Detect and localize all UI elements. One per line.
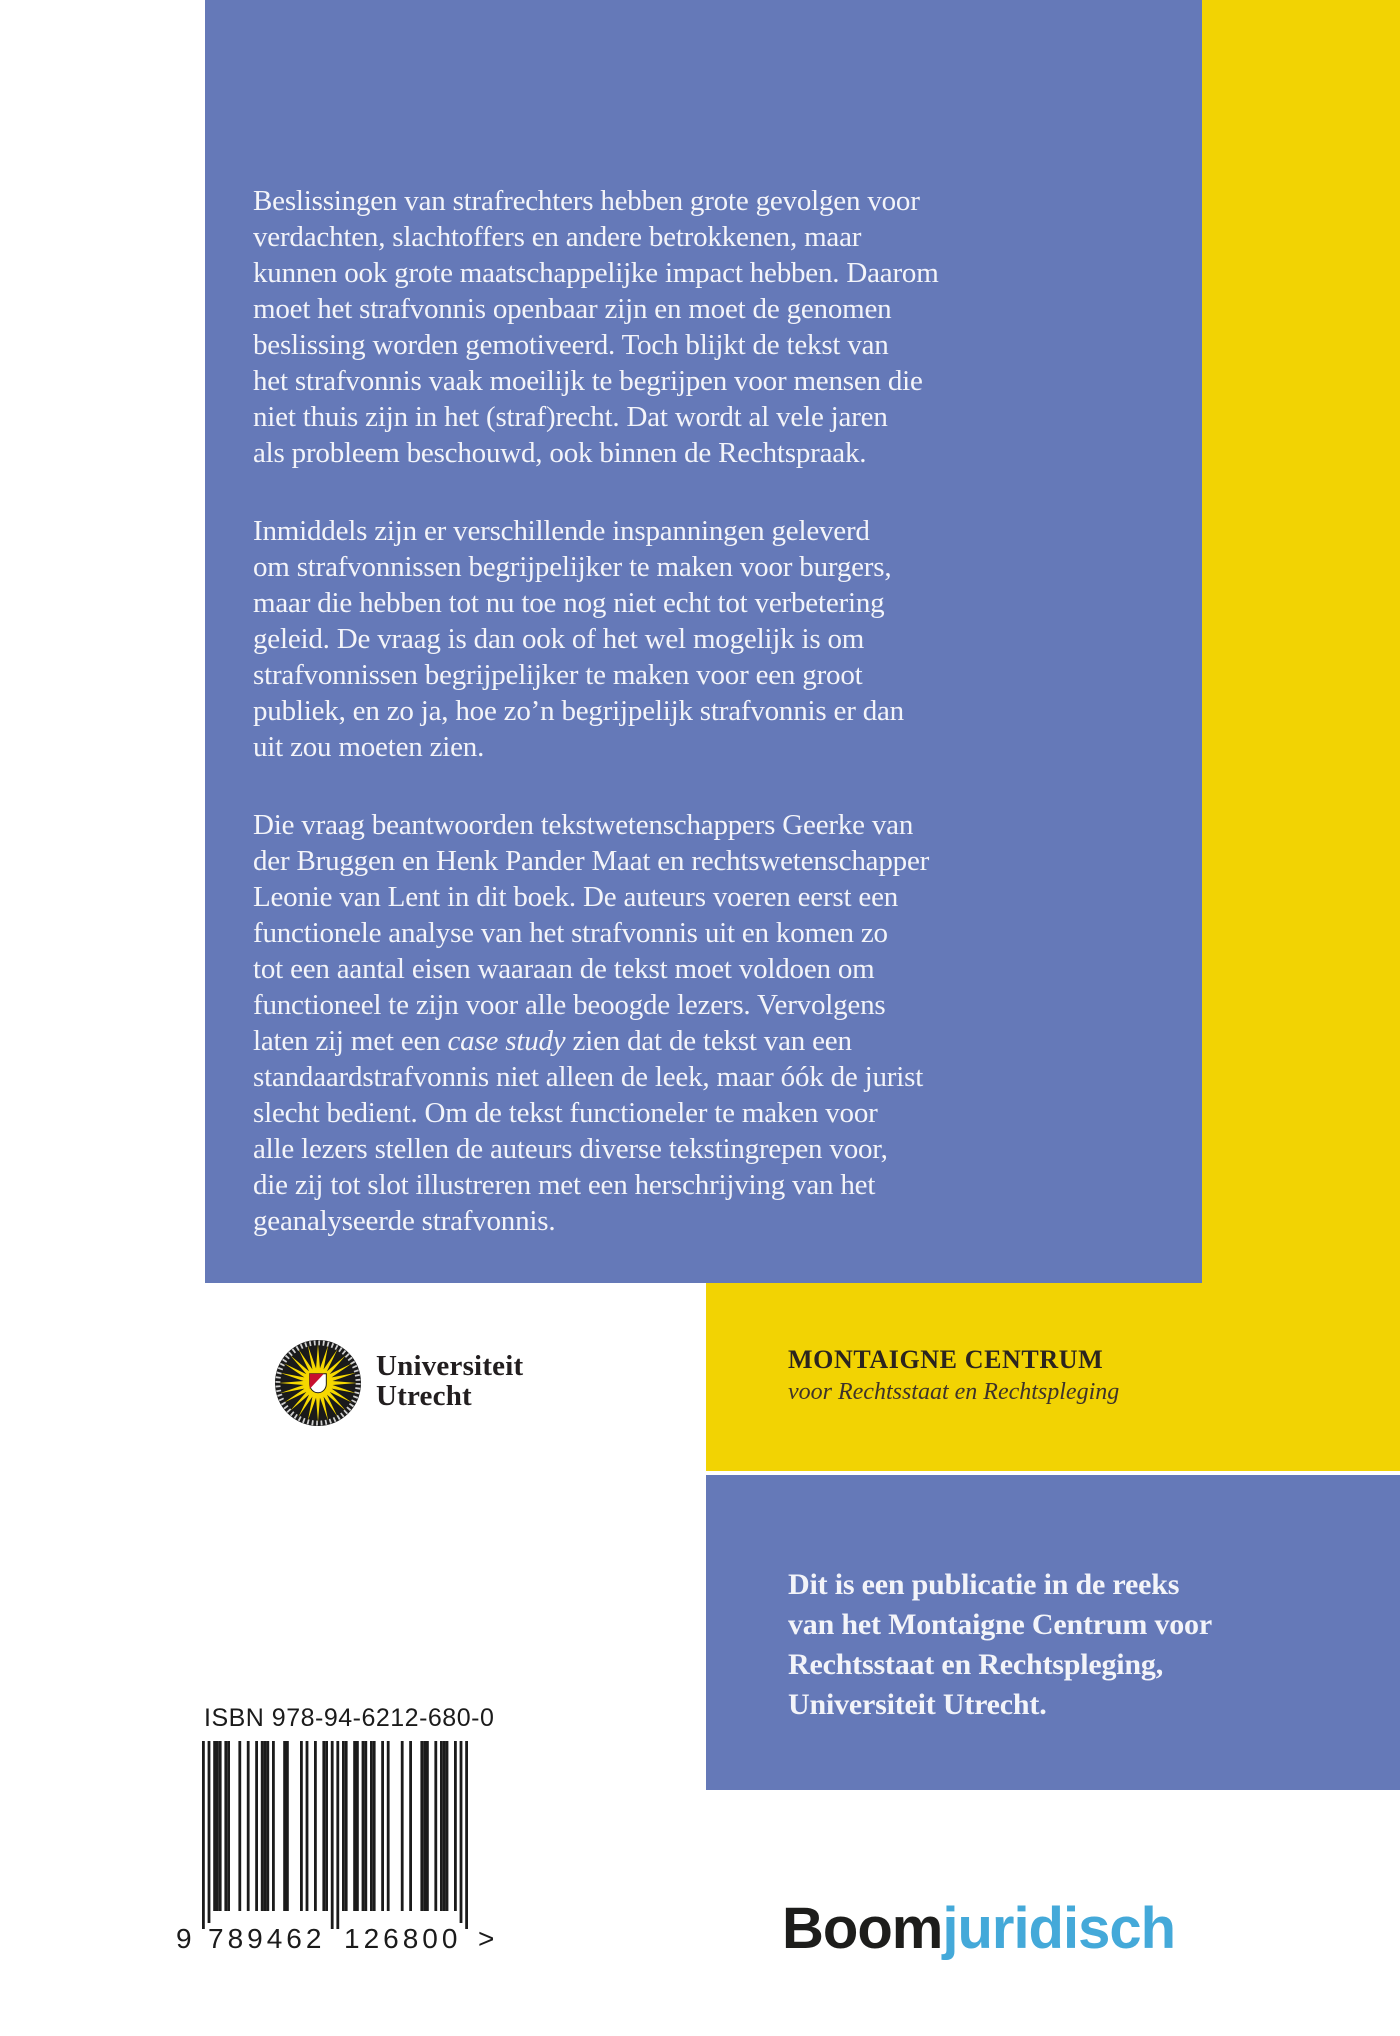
blurb-paragraph: Inmiddels zijn er verschillende inspanningen geleverd om strafvonnissen begrijpelijker te maken voor burgers, maar die hebben tot nu toe nog niet echt tot verbetering geleid. De vraag is dan ook of het wel mogelijk is om strafvonnissen begrijpelijker te maken voor een groot publiek, en zo ja, hoe zo’n begrijpelijk strafvonnis er dan uit zou moeten zien. [253, 515, 904, 763]
publisher-logo [782, 1896, 1176, 1961]
series-note-text: Dit is een publicatie in de reeks van het Montaigne Centrum voor Rechtsstaat en Rechtspleging, Universiteit Utrecht. [788, 1568, 1212, 1721]
uu-logo-line2: Utrecht [376, 1380, 472, 1412]
montaigne-logo [788, 1346, 1119, 1405]
barcode-digit-group: 789462 [208, 1923, 326, 1954]
blurb-paragraph: Beslissingen van strafrechters hebben grote gevolgen voor verdachten, slachtoffers en andere betrokkenen, maar kunnen ook grote maatschappelijke impact hebben. Daarom moet het strafvonnis openbaar zijn en moet de genomen beslissing worden gemotiveerd. Toch blijkt de tekst van het strafvonnis vaak moeilijk te begrijpen voor mensen die niet thuis zijn in het (straf)recht. Dat wordt al vele jaren als probleem beschouwd, ook binnen de Rechtspraak. [253, 185, 939, 469]
uu-logo-text [376, 1351, 523, 1411]
ean-barcode [202, 1741, 468, 1934]
barcode-trailing-mark: > [478, 1923, 495, 1954]
barcode-digit-group: 9 [176, 1923, 192, 1954]
series-note [706, 1475, 1400, 1790]
blurb [253, 183, 1173, 1281]
blurb-paragraph: Die vraag beantwoorden tekstwetenschappers Geerke van der Bruggen en Henk Pander Maat en rechtswetenschapper Leonie van Lent in dit boek. De auteurs voeren eerst een functionele analyse van het strafvonnis uit en komen zo tot een aantal eisen waaraan de tekst moet voldoen om functioneel te zijn voor alle beoogde lezers. Vervolgens laten zij met een case study zien dat de tekst van een standaardstrafvonnis niet alleen de leek, maar óók de jurist slecht bedient. Om de tekst functioneler te maken voor alle lezers stellen de auteurs diverse tekstingrepen voor, die zij tot slot illustreren met een herschrijving van het geanalyseerde strafvonnis. [253, 809, 930, 1237]
uu-logo [274, 1339, 523, 1427]
uu-logo-line1: Universiteit [376, 1350, 524, 1382]
publisher-name-blue: juridisch [942, 1896, 1176, 1961]
yellow-background-column [1202, 0, 1400, 1471]
montaigne-subtitle: voor Rechtsstaat en Rechtspleging [788, 1379, 1120, 1405]
montaigne-title: MONTAIGNE CENTRUM [788, 1345, 1104, 1374]
uu-sun-icon [274, 1339, 362, 1427]
isbn-label: ISBN 978-94-6212-680-0 [204, 1704, 495, 1732]
blurb-panel [205, 0, 1202, 1283]
publisher-name-black: Boom [782, 1896, 943, 1961]
barcode-digit-group: 126800 [344, 1923, 462, 1954]
